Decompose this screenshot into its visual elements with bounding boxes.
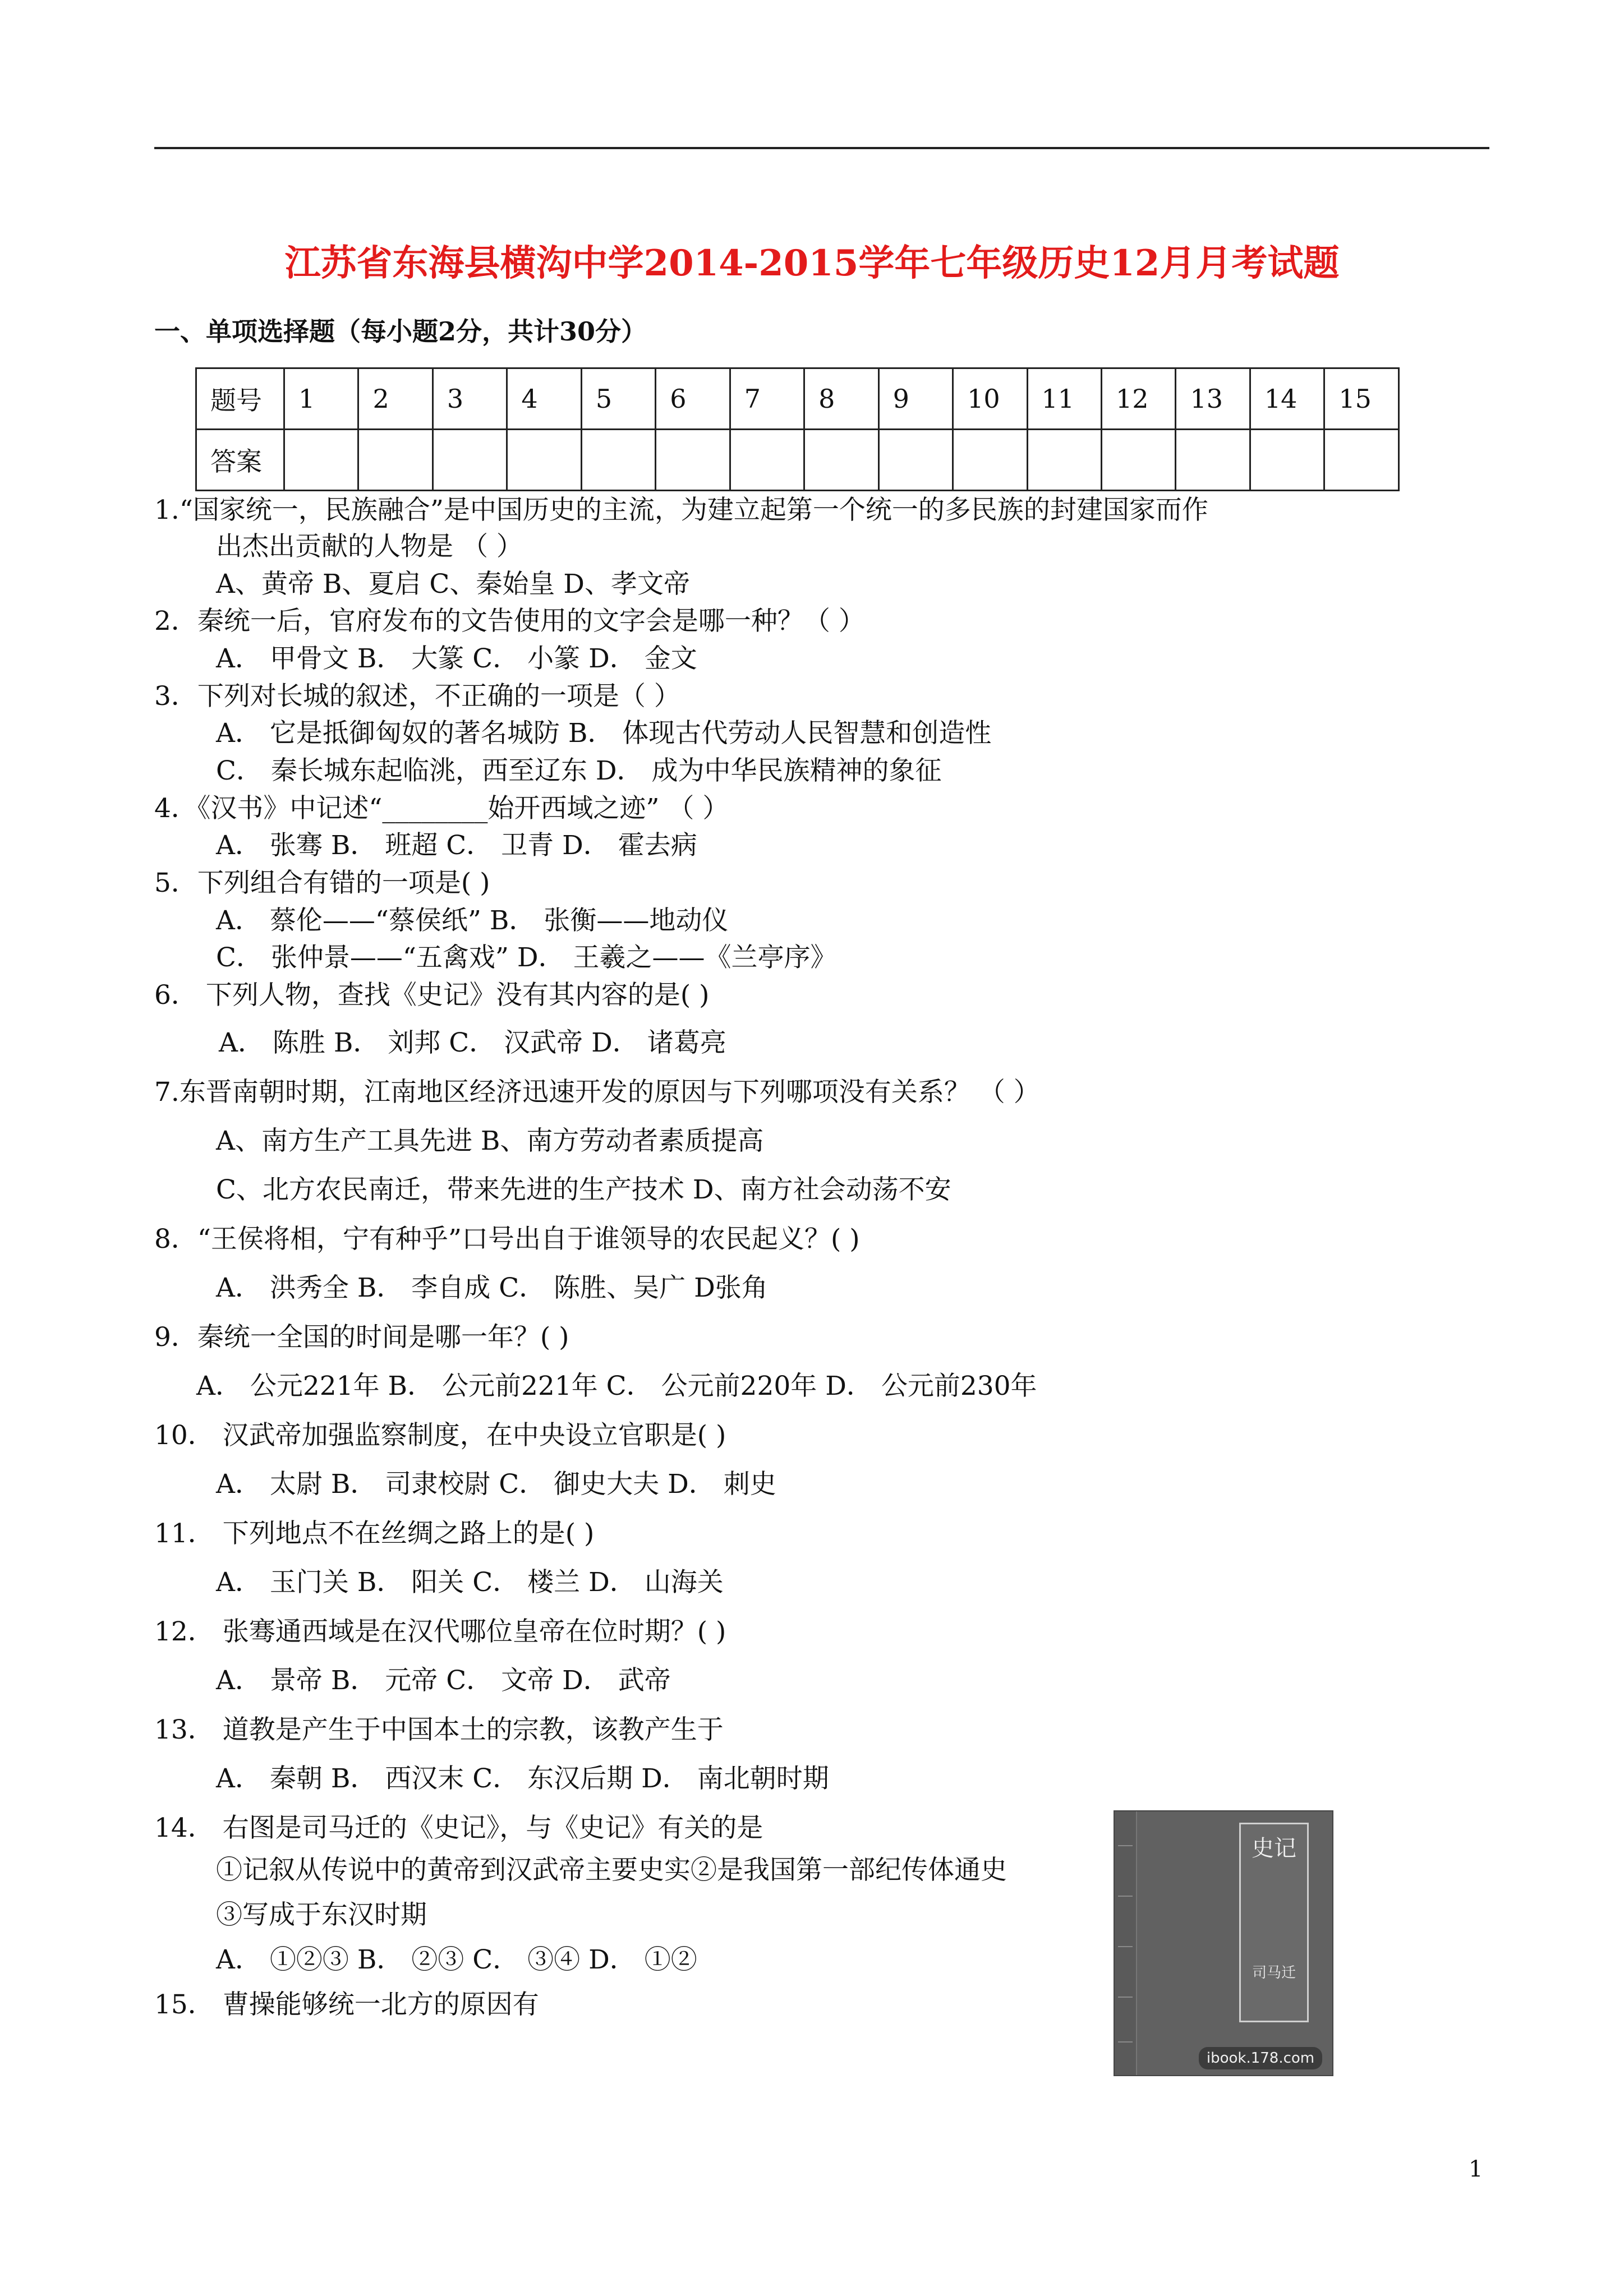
answer-cell[interactable] [284,430,358,491]
question-line: 4．《汉书》中记述“________始开西域之迹” （ ） [154,793,729,824]
question-line: 15． 曹操能够统一北方的原因有 [154,1989,539,2020]
question-line: 9．秦统一全国的时间是哪一年？( ) [154,1322,569,1353]
page-number: 1 [1469,2156,1483,2182]
answer-table-answer-row [196,430,1399,491]
question-line: A、南方生产工具先进 B、南方劳动者素质提高 [216,1126,764,1156]
question-line: A． 它是抵御匈奴的著名城防 B． 体现古代劳动人民智慧和创造性 [216,718,992,749]
question-line: 6． 下列人物，查找《史记》没有其内容的是( ) [154,980,710,1011]
answer-table-number-row [196,368,1399,430]
answer-table-number: 6 [656,368,730,430]
question-line: A． 秦朝 B． 西汉末 C． 东汉后期 D． 南北朝时期 [216,1763,829,1794]
question-line: 11． 下列地点不在丝绸之路上的是( ) [154,1518,595,1549]
question-line: A． 陈胜 B． 刘邦 C． 汉武帝 D． 诸葛亮 [219,1027,726,1058]
answer-table-number: 3 [433,368,507,430]
header-rule [154,147,1489,149]
page-title: 江苏省东海县横沟中学2014-2015学年七年级历史12月月考试题 [284,242,1340,284]
answer-table-number: 13 [1176,368,1250,430]
answer-table-header-number: 题号 [196,368,284,430]
question-line: A． 玉门关 B． 阳关 C． 楼兰 D． 山海关 [216,1567,724,1598]
book-author: 司马迁 [1252,1965,1296,1981]
answer-table-number: 2 [358,368,433,430]
answer-table-number: 14 [1250,368,1324,430]
question-line: 3．下列对长城的叙述，不正确的一项是（ ） [154,681,680,712]
question-line: 出杰出贡献的人物是 （ ） [216,531,523,562]
answer-table-number: 7 [730,368,804,430]
question-line: 12． 张骞通西域是在汉代哪位皇帝在位时期？( ) [154,1616,726,1647]
answer-cell[interactable] [1027,430,1101,491]
answer-table-number: 5 [581,368,655,430]
question-line: 8．“王侯将相，宁有种乎”口号出自于谁领导的农民起义？( ) [154,1224,860,1255]
question-line: A． 甲骨文 B． 大篆 C． 小篆 D． 金文 [216,643,697,674]
book-cover-label [1239,1823,1309,2022]
answer-table-number: 1 [284,368,358,430]
answer-table [195,367,1400,491]
question-line: 5．下列组合有错的一项是( ) [154,868,490,898]
answer-cell[interactable] [1324,430,1399,491]
question-line: C、北方农民南迁，带来先进的生产技术 D、南方社会动荡不安 [216,1174,951,1205]
answer-table-number: 9 [878,368,953,430]
question-line: A、黄帝 B、夏启 C、秦始皇 D、孝文帝 [216,569,690,600]
answer-cell[interactable] [953,430,1027,491]
book-spine [1115,1811,1137,2075]
answer-cell[interactable] [433,430,507,491]
answer-cell[interactable] [656,430,730,491]
question-line: ③写成于东汉时期 [216,1899,427,1930]
book-title: 史记 [1252,1836,1296,1861]
question-line: A． 景帝 B． 元帝 C． 文帝 D． 武帝 [216,1665,671,1696]
question-line: A． ①②③ B． ②③ C． ③④ D． ①② [216,1944,697,1975]
question-line: A． 蔡伦——“蔡侯纸” B． 张衡——地动仪 [216,905,729,936]
answer-table-header-answer: 答案 [196,430,284,491]
answer-cell[interactable] [1250,430,1324,491]
question-line: 1.“国家统一，民族融合”是中国历史的主流，为建立起第一个统一的多民族的封建国家而作 [154,495,1208,525]
question-line: C． 张仲景——“五禽戏” D． 王羲之——《兰亭序》 [216,942,837,973]
shiji-book-image [1114,1810,1333,2076]
answer-cell[interactable] [358,430,433,491]
question-line: A． 张骞 B． 班超 C． 卫青 D． 霍去病 [216,830,697,861]
answer-table-number: 8 [804,368,878,430]
section-heading: 一、单项选择题（每小题2分，共计30分） [154,316,647,347]
question-line: 2．秦统一后，官府发布的文告使用的文字会是哪一种？（ ） [154,606,865,637]
question-line: 10． 汉武帝加强监察制度，在中央设立官职是( ) [154,1420,726,1451]
question-line: ①记叙从传说中的黄帝到汉武帝主要史实②是我国第一部纪传体通史 [216,1855,1007,1885]
question-line: A． 太尉 B． 司隶校尉 C． 御史大夫 D． 刺史 [216,1469,776,1500]
answer-table-number: 10 [953,368,1027,430]
question-line: 14． 右图是司马迁的《史记》，与《史记》有关的是 [154,1813,763,1843]
question-line: C． 秦长城东起临洮，西至辽东 D． 成为中华民族精神的象征 [216,755,942,786]
question-line: A． 洪秀全 B． 李自成 C． 陈胜、吴广 D张角 [216,1273,768,1303]
answer-table-number: 4 [507,368,581,430]
answer-table-number: 15 [1324,368,1399,430]
image-watermark: ibook.178.com [1199,2047,1322,2069]
answer-cell[interactable] [507,430,581,491]
answer-cell[interactable] [730,430,804,491]
answer-table-number: 12 [1101,368,1175,430]
question-line: 13． 道教是产生于中国本土的宗教，该教产生于 [154,1714,724,1745]
question-line: 7.东晋南朝时期，江南地区经济迅速开发的原因与下列哪项没有关系？ （ ） [154,1077,1040,1108]
answer-cell[interactable] [1176,430,1250,491]
answer-cell[interactable] [581,430,655,491]
answer-cell[interactable] [878,430,953,491]
question-line: A． 公元221年 B． 公元前221年 C． 公元前220年 D． 公元前230年 [196,1371,1037,1401]
answer-table-number: 11 [1027,368,1101,430]
answer-cell[interactable] [804,430,878,491]
answer-cell[interactable] [1101,430,1175,491]
